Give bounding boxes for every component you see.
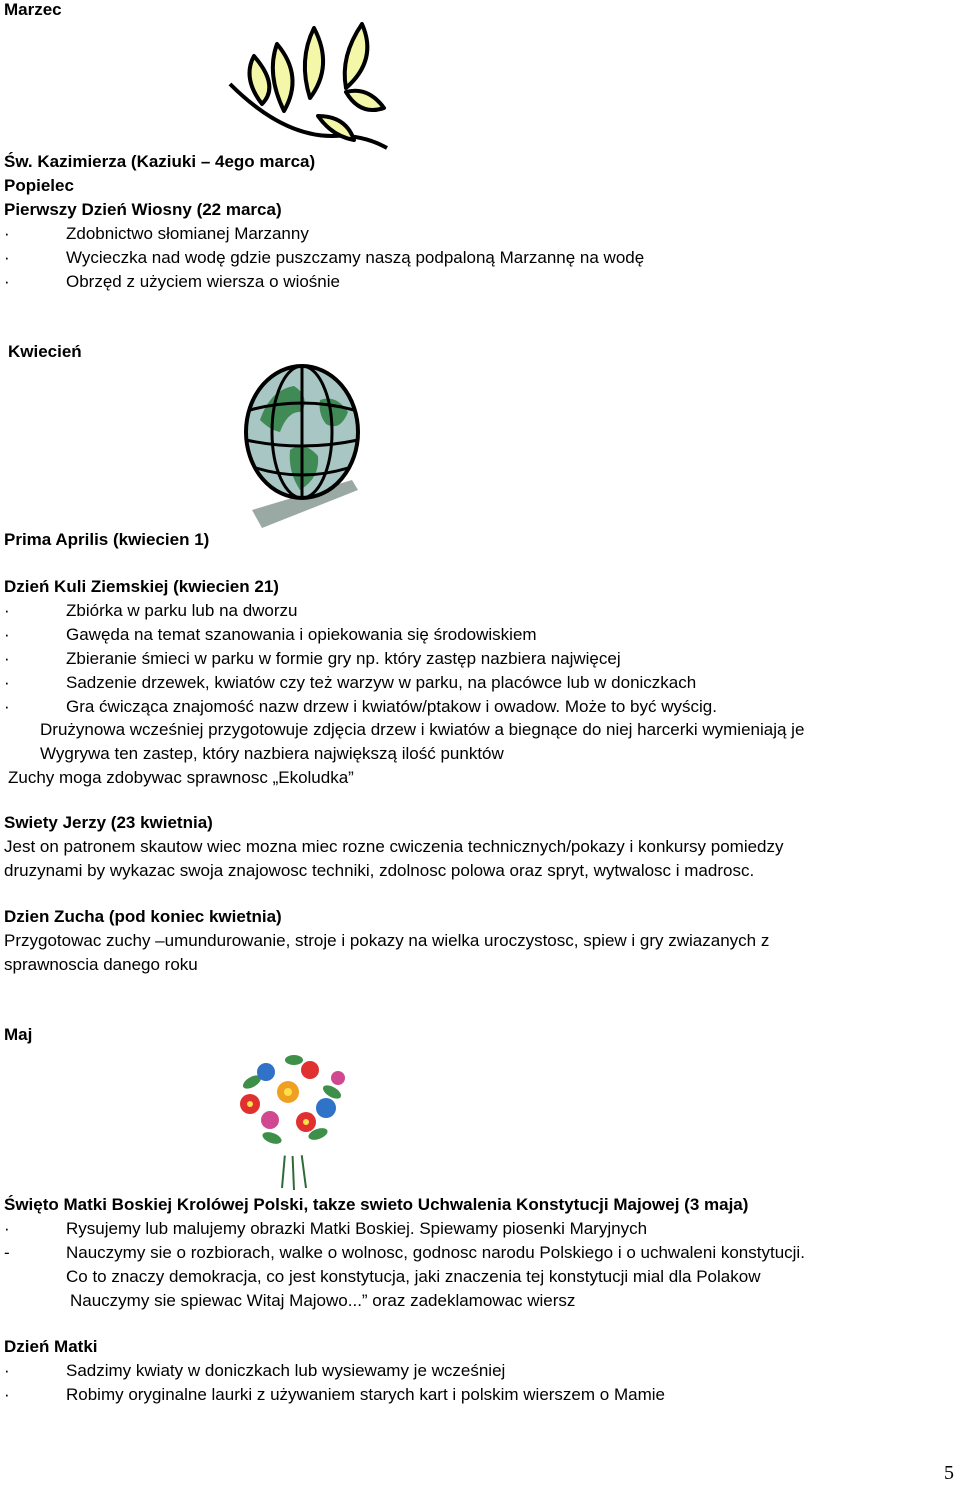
paragraph-wygrywa: Wygrywa ten zastep, który nazbiera największą ilość punktów [40,744,504,763]
event-dzien-wiosny: Pierwszy Dzień Wiosny (22 marca) [4,200,282,219]
paragraph-demokracja: Co to znaczy demokracja, co jest konstytucja, jaki znaczenia tej konstytucji mial dla Polakow [66,1267,761,1286]
event-dzien-matki: Dzień Matki [4,1337,98,1356]
bullet-marker: · [4,673,10,692]
bullet-marker: · [4,601,10,620]
page-number: 5 [944,1462,954,1484]
event-prima-aprilis: Prima Aprilis (kwiecien 1) [4,530,210,549]
event-3-maja: Święto Matki Boskiej Krolówej Polski, takze swieto Uchwalenia Konstytucji Majowej (3 maja) [4,1195,749,1214]
list-item: Robimy oryginalne laurki z używaniem starych kart i polskim wierszem o Mamie [66,1385,665,1404]
event-swiety-jerzy: Swiety Jerzy (23 kwietnia) [4,813,213,832]
heading-maj: Maj [4,1025,33,1044]
list-item: Rysujemy lub malujemy obrazki Matki Boskiej. Spiewamy piosenki Maryjnych [66,1219,648,1238]
list-item: Sadzenie drzewek, kwiatów czy też warzyw w parku, na placówce lub w doniczkach [66,673,697,692]
bullet-marker: · [4,697,10,716]
paragraph-druzynowa: Drużynowa wcześniej przygotowuje zdjęcia drzew i kwiatów a biegnące do niej harcerki wymieniają je [40,720,805,739]
paragraph-jerzy-1: Jest on patronem skautow wiec mozna miec rozne cwiczenia technicznych/pokazy i konkursy pomiedzy [4,837,784,856]
event-kaziuki: Św. Kazimierza (Kaziuki – 4ego marca) [4,152,316,171]
list-item: Gra ćwicząca znajomość nazw drzew i kwiatów/ptakow i owadow. Może to być wyścig. [66,697,717,716]
event-dzien-zucha: Dzien Zucha (pod koniec kwietnia) [4,907,282,926]
event-popielec: Popielec [4,176,74,195]
list-item: Zbieranie śmieci w parku w formie gry np. który zastęp nazbiera najwięcej [66,649,621,668]
list-item: Zdobnictwo słomianej Marzanny [66,224,309,243]
dash-marker: - [4,1243,10,1262]
list-item: Wycieczka nad wodę gdzie puszczamy naszą podpaloną Marzannę na wodę [66,248,645,267]
bullet-marker: · [4,248,10,267]
flower-bouquet-icon [222,1042,362,1192]
event-dzien-ziemi: Dzień Kuli Ziemskiej (kwiecien 21) [4,577,279,596]
bullet-marker: · [4,272,10,291]
heading-kwiecien: Kwiecień [8,342,82,361]
bullet-marker: · [4,1361,10,1380]
globe-icon [240,360,370,528]
list-item: Obrzęd z użyciem wiersza o wiośnie [66,272,340,291]
leaf-branch-icon [222,16,392,152]
list-item: Sadzimy kwiaty w doniczkach lub wysiewamy je wcześniej [66,1361,506,1380]
list-item: Zbiórka w parku lub na dworzu [66,601,298,620]
bullet-marker: · [4,1385,10,1404]
paragraph-zucha-2: sprawnoscia danego roku [4,955,198,974]
bullet-marker: · [4,224,10,243]
bullet-marker: · [4,1219,10,1238]
paragraph-zuchy: Zuchy moga zdobywac sprawnosc „Ekoludka” [8,768,354,787]
list-item: Nauczymy sie o rozbiorach, walke o wolnosc, godnosc narodu Polskiego i o uchwaleni konstytucji. [66,1243,805,1262]
bullet-marker: · [4,625,10,644]
list-item: Gawęda na temat szanowania i opiekowania się środowiskiem [66,625,537,644]
paragraph-jerzy-2: druzynami by wykazac swoja znajowosc techniki, zdolnosc polowa oraz spryt, wytwalosc i madrosc. [4,861,755,880]
paragraph-zucha-1: Przygotowac zuchy –umundurowanie, stroje i pokazy na wielka uroczystosc, spiew i gry zwiazanych z [4,931,770,950]
heading-marzec: Marzec [4,0,62,19]
bullet-marker: · [4,649,10,668]
paragraph-witaj-majowo: Nauczymy sie spiewac Witaj Majowo...” oraz zadeklamowac wiersz [70,1291,576,1310]
